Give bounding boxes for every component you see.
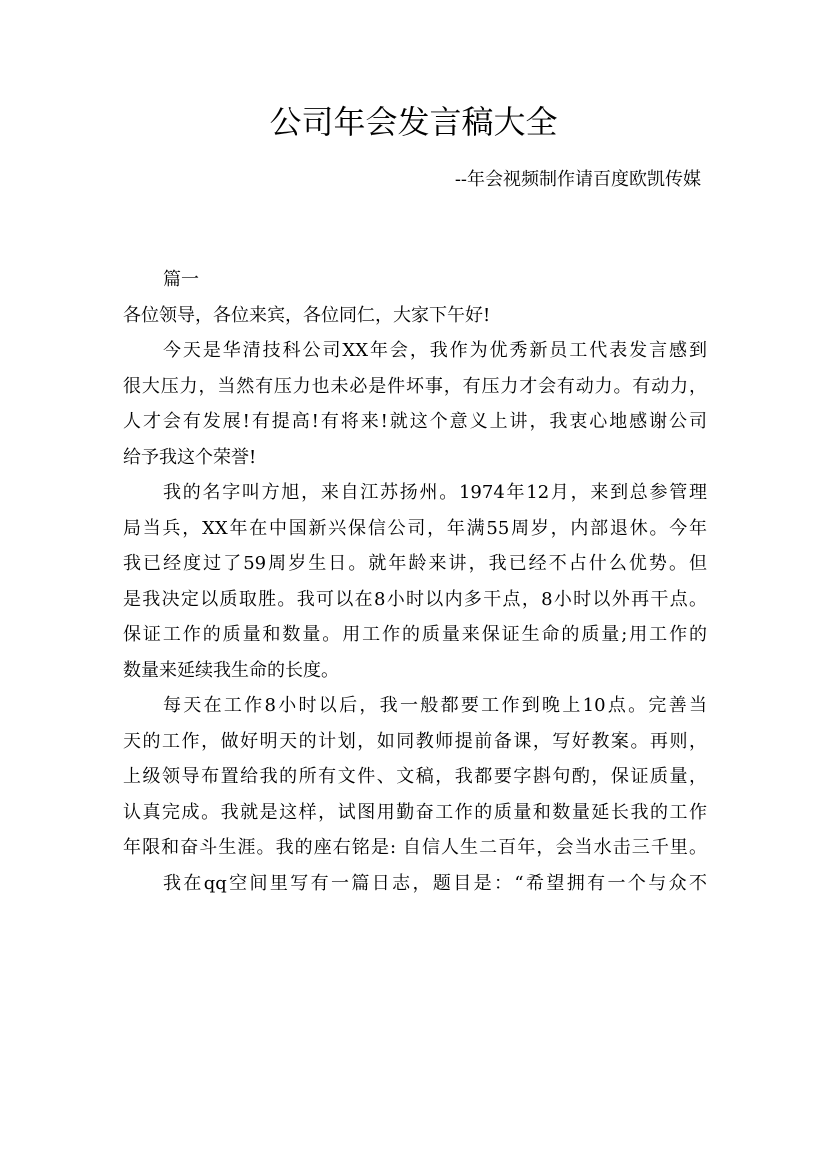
body-line: 今天是华清技科公司XX年会，我作为优秀新员工代表发言感到 xyxy=(163,340,707,361)
body-line: 局当兵，XX年在中国新兴保信公司，年满55周岁，内部退休。今年 xyxy=(123,517,707,539)
body-line: 我的名字叫方旭，来自江苏扬州。1974年12月，来到总参管理 xyxy=(163,482,707,503)
body-line: 篇一 xyxy=(163,269,199,290)
body-line: 每天在工作8小时以后，我一般都要工作到晚上10点。完善当 xyxy=(163,695,707,716)
body-line: 上级领导布置给我的所有文件、文稿，我都要字斟句酌，保证质量， xyxy=(123,766,707,787)
body-line: 天的工作，做好明天的计划，如同教师提前备课，写好教案。再则， xyxy=(123,730,707,752)
body-line: 我在qq空间里写有一篇日志，题目是：“希望拥有一个与众不 xyxy=(163,872,707,894)
document-title: 公司年会发言稿大全 xyxy=(269,103,558,141)
body-line: 数量来延续我生命的长度。 xyxy=(123,659,339,681)
body-line: 认真完成。我就是这样，试图用勤奋工作的质量和数量延长我的工作 xyxy=(123,801,707,823)
body-line: 我已经度过了59周岁生日。就年龄来讲，我已经不占什么优势。但 xyxy=(123,553,707,574)
body-line: 年限和奋斗生涯。我的座右铭是: 自信人生二百年，会当水击三千里。 xyxy=(123,837,707,858)
body-line: 给予我这个荣誉! xyxy=(123,446,257,468)
body-line: 很大压力，当然有压力也未必是件坏事，有压力才会有动力。有动力， xyxy=(123,375,707,397)
body-line: 人才会有发展!有提高!有将来!就这个意义上讲，我衷心地感谢公司 xyxy=(123,411,707,432)
document-body xyxy=(123,262,707,901)
body-line: 是我决定以质取胜。我可以在8小时以内多干点，8小时以外再干点。 xyxy=(123,588,707,610)
document-subtitle: --年会视频制作请百度欧凯传媒 xyxy=(454,169,701,190)
body-line: 保证工作的质量和数量。用工作的质量来保证生命的质量;用工作的 xyxy=(123,624,707,645)
body-line: 各位领导，各位来宾，各位同仁，大家下午好! xyxy=(123,304,491,326)
